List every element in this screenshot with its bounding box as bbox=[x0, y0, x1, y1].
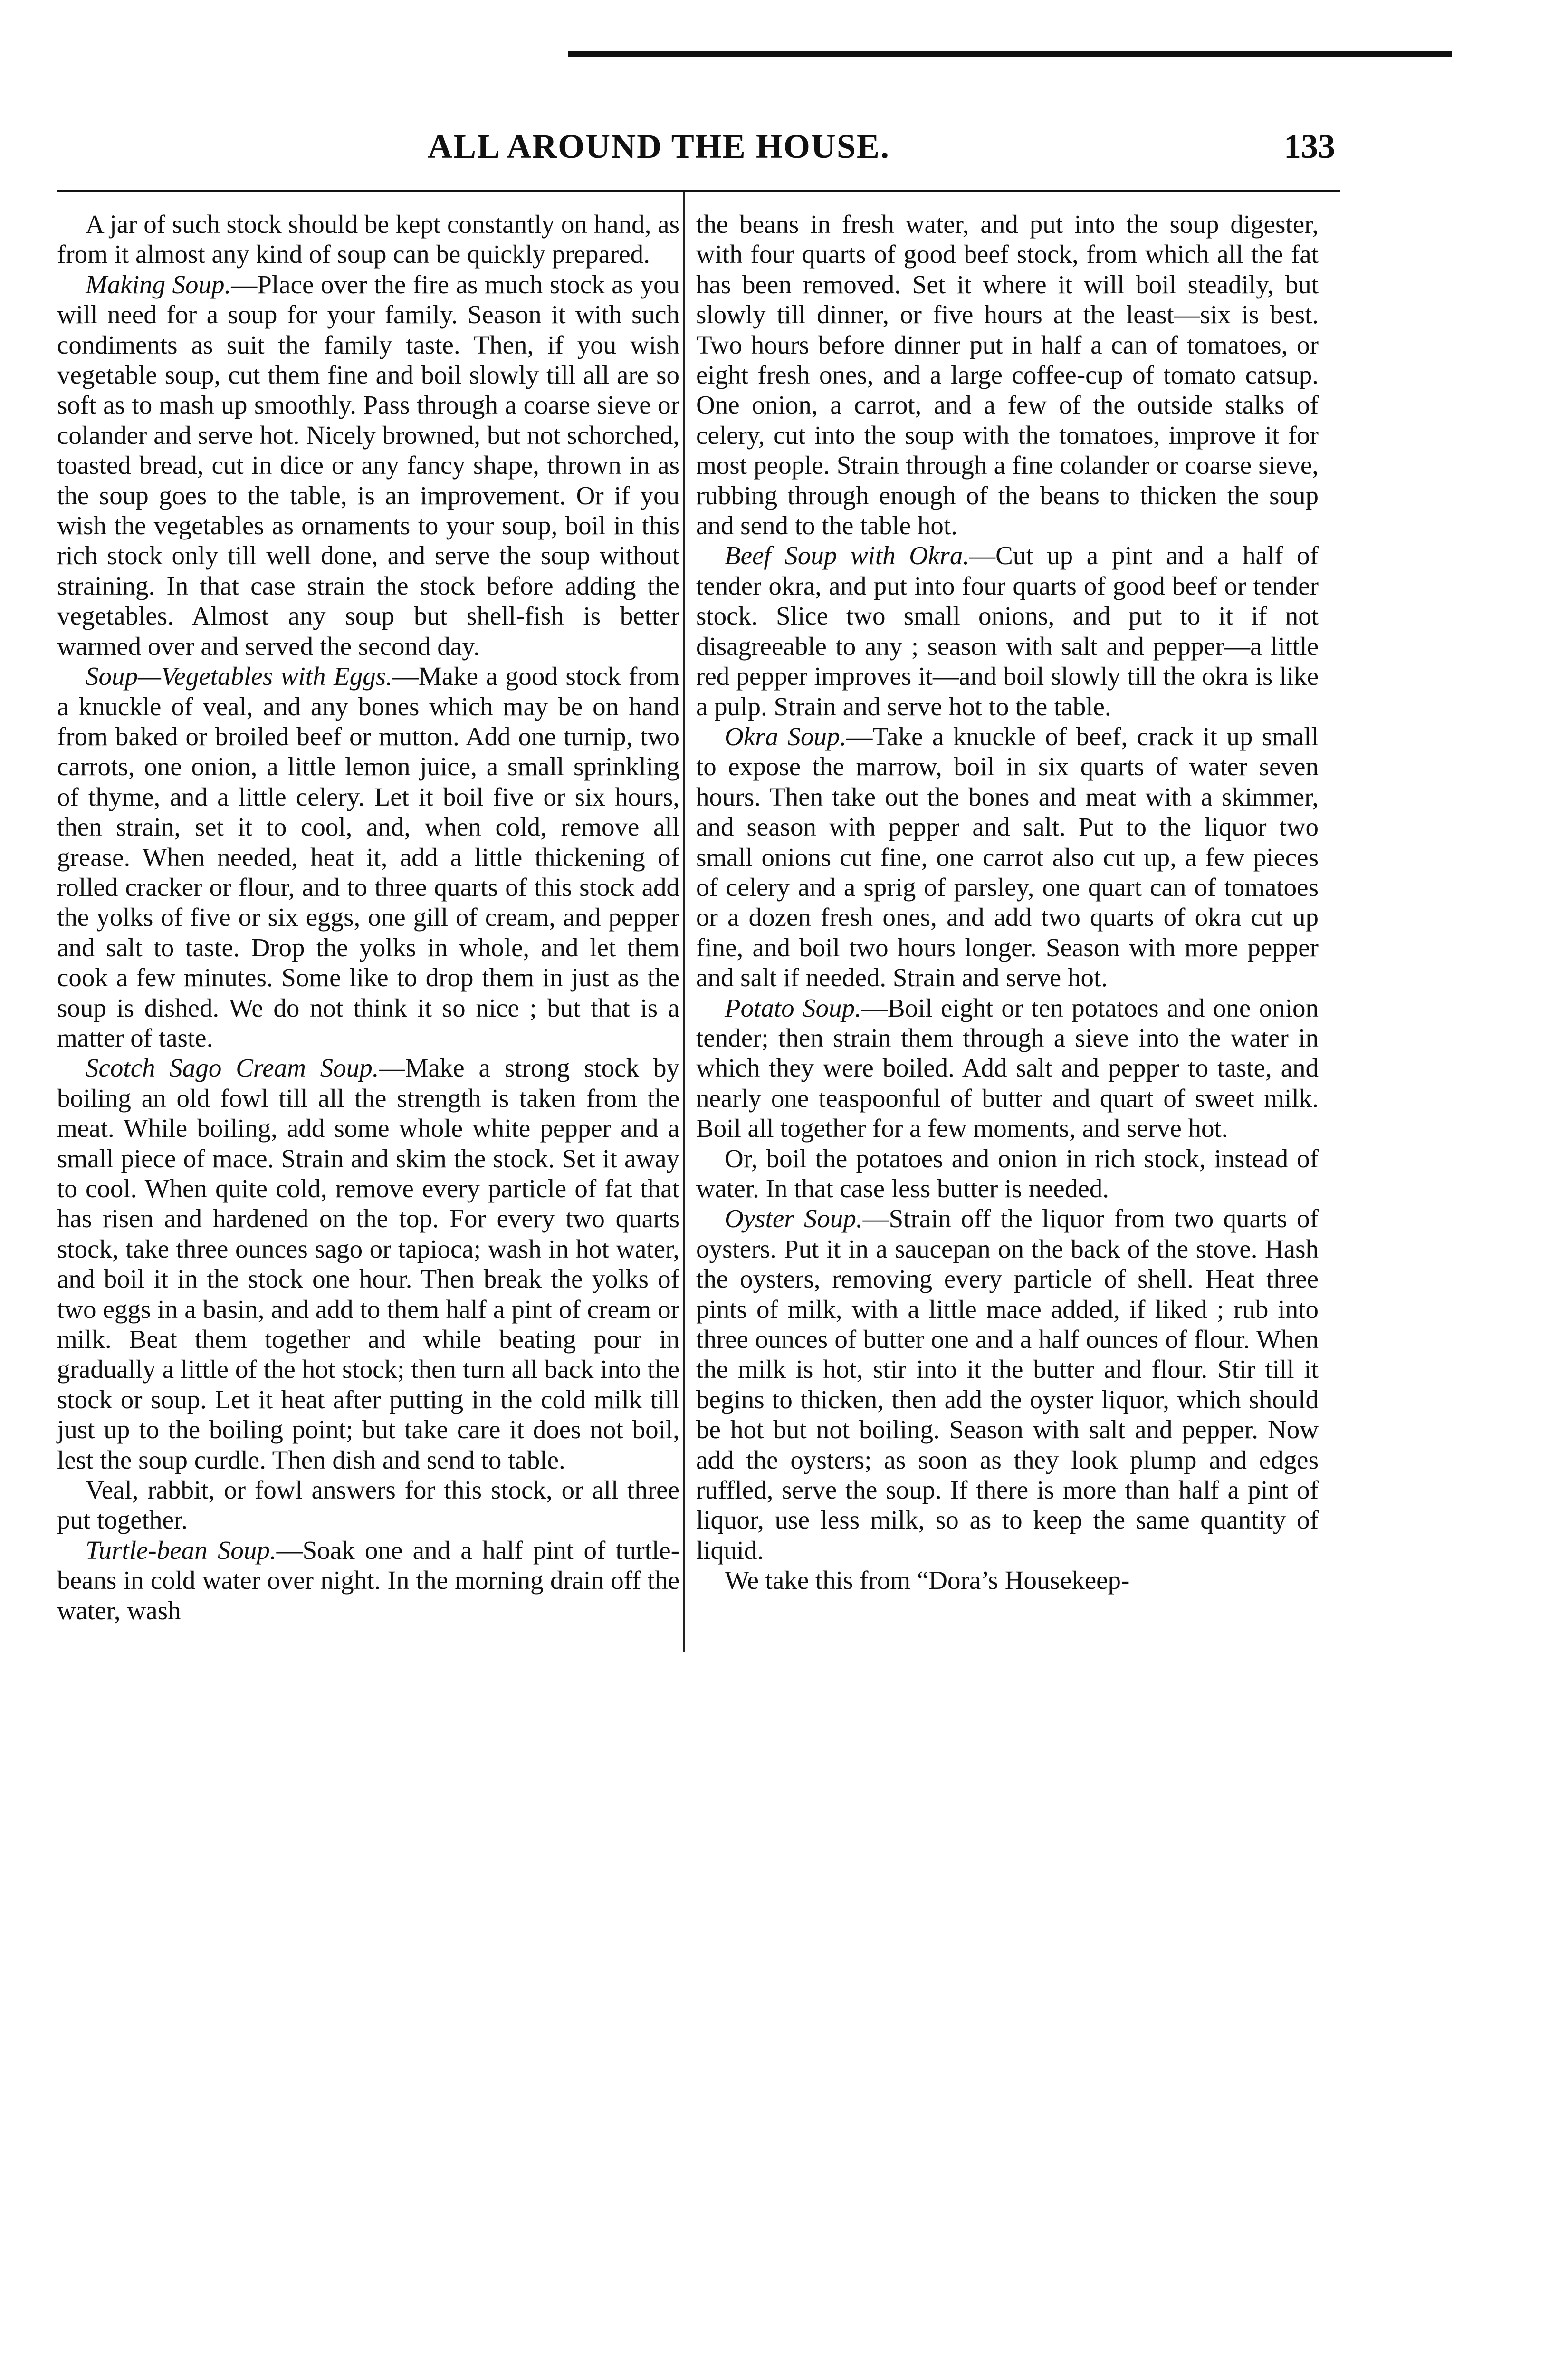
left-column bbox=[57, 209, 679, 1625]
recipe-title: Turtle-bean Soup. bbox=[86, 1535, 277, 1565]
right-column bbox=[696, 209, 1319, 1596]
paragraph bbox=[696, 721, 1319, 993]
paragraph bbox=[696, 1203, 1319, 1565]
paragraph-text: —Make a strong stock by boiling an old fowl till all the strength is taken from the meat. While boiling, add some whole white pepper and a small piece of mace. Strain and skim the stock. Set it away to cool. When quite cold, remove every particle of fat that has risen and hardened on the top. For every two quarts stock, take three ounces sago or tapioca; wash in hot water, and boil it in the stock one hour. Then break the yolks of two eggs in a basin, and add to them half a pint of cream or milk. Beat them together and while beating pour in gradually a little of the hot stock; then turn all back into the stock or soup. Let it heat after putting in the cold milk till just up to the boiling point; but take care it does not boil, lest the soup curdle. Then dish and send to table. bbox=[57, 1053, 679, 1474]
page-header bbox=[57, 123, 1335, 184]
recipe-title: Making Soup. bbox=[86, 269, 231, 299]
paragraph-text: the beans in fresh water, and put into the soup digester, with four quarts of good beef stock, from which all the fat has been removed. Set it where it will boil steadily, but slowly till dinner, or five hours at the least—six is best. Two hours before dinner put in half a can of tomatoes, or eight fresh ones, and a large coffee-cup of tomato catsup. One onion, a carrot, and a few of the outside stalks of celery, cut into the soup with the tomatoes, improve it for most people. Strain through a fine colander or coarse sieve, rubbing through enough of the beans to thicken the soup and send to the table hot. bbox=[696, 210, 1319, 540]
paragraph bbox=[57, 1475, 679, 1535]
paragraph-text: Or, boil the potatoes and onion in rich stock, instead of water. In that case less butter is needed. bbox=[696, 1144, 1319, 1203]
header-rule bbox=[57, 190, 1340, 192]
paragraph bbox=[696, 993, 1319, 1144]
running-head: ALL AROUND THE HOUSE. bbox=[428, 127, 890, 165]
paragraph bbox=[57, 661, 679, 1053]
paragraph-text: —Take a knuckle of beef, crack it up small to expose the marrow, boil in six quarts of water seven hours. Then take out the bones and meat with a skimmer, and season with pepper and salt. Put to the liquor two small onions cut fine, one carrot also cut up, a few pieces of celery and a sprig of parsley, one quart can of tomatoes or a dozen fresh ones, and add two quarts of okra cut up fine, and boil two hours longer. Season with more pepper and salt if needed. Strain and serve hot. bbox=[696, 721, 1319, 992]
paragraph-text: —Strain off the liquor from two quarts of oysters. Put it in a saucepan on the back of the stove. Hash the oysters, removing every particle of shell. Heat three pints of milk, with a little mace added, if liked ; rub into three ounces of butter one and a half ounces of flour. When the milk is hot, stir into it the butter and flour. Stir till it begins to thicken, then add the oyster liquor, which should be hot but not boiling. Season with salt and pepper. Now add the oysters; as soon as they look plump and edges ruffled, serve the soup. If there is more than half a pint of liquor, use less milk, so as to keep the same quantity of liquid. bbox=[696, 1204, 1319, 1565]
recipe-title: Scotch Sago Cream Soup. bbox=[86, 1053, 379, 1083]
paragraph bbox=[696, 540, 1319, 721]
paragraph bbox=[696, 209, 1319, 540]
paragraph-text: —Soak one and a half pint of turtle-beans in cold water over night. In the morning drain off the water, wash bbox=[57, 1535, 679, 1625]
recipe-title: Beef Soup with Okra. bbox=[725, 541, 970, 570]
paragraph bbox=[57, 1535, 679, 1625]
paragraph-text: We take this from “Dora’s Housekeep- bbox=[725, 1566, 1130, 1595]
paragraph bbox=[57, 269, 679, 661]
recipe-title: Oyster Soup. bbox=[725, 1204, 863, 1233]
paragraph bbox=[57, 1053, 679, 1475]
paragraph-text: A jar of such stock should be kept constantly on hand, as from it almost any kind of soup can be quickly prepared. bbox=[57, 210, 679, 269]
paragraph bbox=[696, 1144, 1319, 1204]
recipe-title: Soup—Vegetables with Eggs. bbox=[86, 662, 392, 691]
top-rule bbox=[568, 51, 1452, 57]
paragraph bbox=[57, 209, 679, 269]
paragraph-text: —Make a good stock from a knuckle of veal, and any bones which may be on hand from baked or broiled beef or mutton. Add one turnip, two carrots, one onion, a little lemon juice, a small sprinkling of thyme, and a little celery. Let it boil five or six hours, then strain, set it to cool, and, when cold, remove all grease. When needed, heat it, add a little thickening of rolled cracker or flour, and to three quarts of this stock add the yolks of five or six eggs, one gill of cream, and pepper and salt to taste. Drop the yolks in whole, and let them cook a few minutes. Some like to drop them in just as the soup is dished. We do not think it so nice ; but that is a matter of taste. bbox=[57, 662, 679, 1052]
paragraph-text: —Cut up a pint and a half of tender okra, and put into four quarts of good beef or tender stock. Slice two small onions, and put to it if not disagreeable to any ; season with salt and pepper—a little red pepper improves it—and boil slowly till the okra is like a pulp. Strain and serve hot to the table. bbox=[696, 541, 1319, 721]
page-number: 133 bbox=[1284, 127, 1335, 165]
paragraph-text: —Place over the fire as much stock as you will need for a soup for your family. Season it with such condiments as suit the family taste. Then, if you wish vegetable soup, cut them fine and boil slowly till all are so soft as to mash up smoothly. Pass through a coarse sieve or colander and serve hot. Nicely browned, but not schorched, toasted bread, cut in dice or any fancy shape, thrown in as the soup goes to the table, is an improvement. Or if you wish the vegetables as ornaments to your soup, boil in this rich stock only till well done, and serve the soup without straining. In that case strain the stock before adding the vegetables. Almost any soup but shell-fish is better warmed over and served the second day. bbox=[57, 269, 679, 661]
column-divider bbox=[683, 192, 685, 1652]
paragraph bbox=[696, 1565, 1319, 1595]
recipe-title: Okra Soup. bbox=[725, 721, 847, 751]
paragraph-text: —Boil eight or ten potatoes and one onion tender; then strain them through a sieve into the water in which they were boiled. Add salt and pepper to taste, and nearly one teaspoonful of butter and quart of sweet milk. Boil all together for a few moments, and serve hot. bbox=[696, 993, 1319, 1143]
recipe-title: Potato Soup. bbox=[725, 993, 861, 1022]
paragraph-text: Veal, rabbit, or fowl answers for this stock, or all three put together. bbox=[57, 1475, 679, 1535]
